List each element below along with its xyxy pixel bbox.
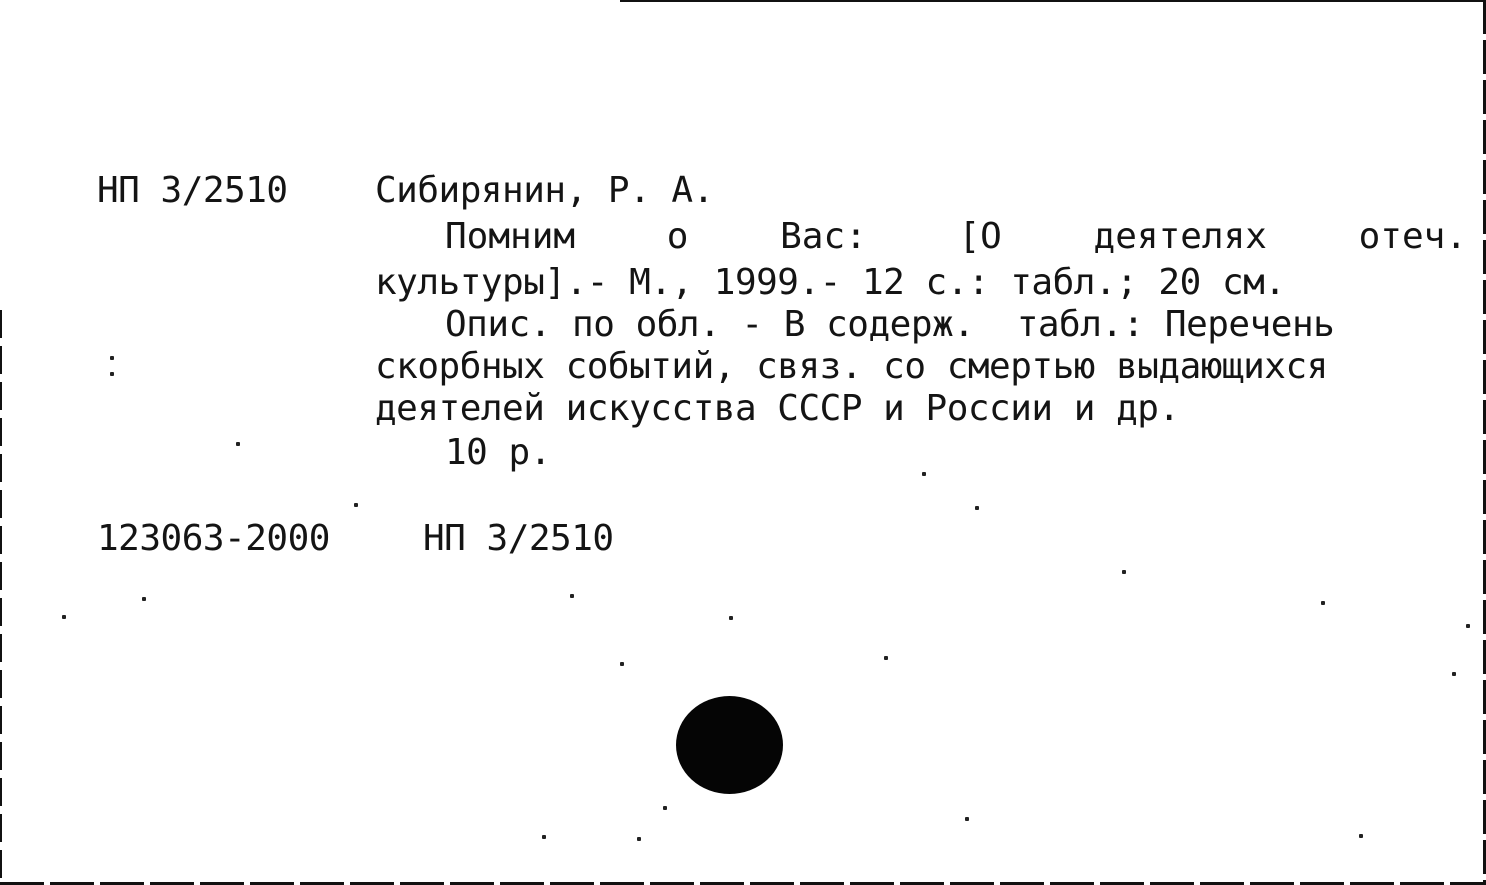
title-word: [О bbox=[958, 216, 1002, 257]
price: 10 р. bbox=[445, 432, 551, 473]
speck bbox=[570, 594, 574, 598]
speck bbox=[354, 503, 358, 507]
speck bbox=[142, 597, 146, 601]
speck bbox=[110, 372, 114, 376]
title-word: отеч. bbox=[1358, 216, 1467, 257]
title-word: о bbox=[666, 216, 689, 257]
call-number-repeat: НП 3/2510 bbox=[423, 518, 614, 559]
card-top-edge bbox=[620, 0, 1486, 2]
speck bbox=[1122, 570, 1126, 574]
speck bbox=[975, 506, 979, 510]
inventory-number: 123063-2000 bbox=[97, 518, 330, 559]
card-left-edge bbox=[0, 310, 2, 885]
speck bbox=[236, 442, 240, 446]
speck bbox=[637, 837, 641, 841]
speck bbox=[663, 806, 667, 810]
punch-hole bbox=[676, 696, 783, 794]
speck bbox=[1452, 672, 1456, 676]
speck bbox=[1466, 624, 1470, 628]
note-line-1: Опис. по обл. - В содерж. табл.: Перечень bbox=[445, 304, 1335, 345]
call-number: НП 3/2510 bbox=[97, 170, 288, 211]
speck bbox=[1359, 834, 1363, 838]
speck bbox=[110, 356, 114, 360]
title-word: Помним bbox=[445, 216, 576, 257]
note-line-2: скорбных событий, связ. со смертью выдающихся bbox=[375, 346, 1328, 387]
title-word: Вас: bbox=[780, 216, 867, 257]
speck bbox=[1321, 601, 1325, 605]
note-line-3: деятелей искусства СССР и России и др. bbox=[375, 388, 1180, 429]
speck bbox=[62, 615, 66, 619]
speck bbox=[922, 472, 926, 476]
speck bbox=[884, 656, 888, 660]
author: Сибирянин, Р. А. bbox=[375, 170, 714, 211]
title-line-1 bbox=[445, 216, 1467, 258]
title-line-2: культуры].- М., 1999.- 12 с.: табл.; 20 см. bbox=[375, 262, 1286, 303]
title-word: деятелях bbox=[1093, 216, 1267, 257]
speck bbox=[542, 835, 546, 839]
speck bbox=[965, 817, 969, 821]
speck bbox=[729, 616, 733, 620]
speck bbox=[620, 662, 624, 666]
